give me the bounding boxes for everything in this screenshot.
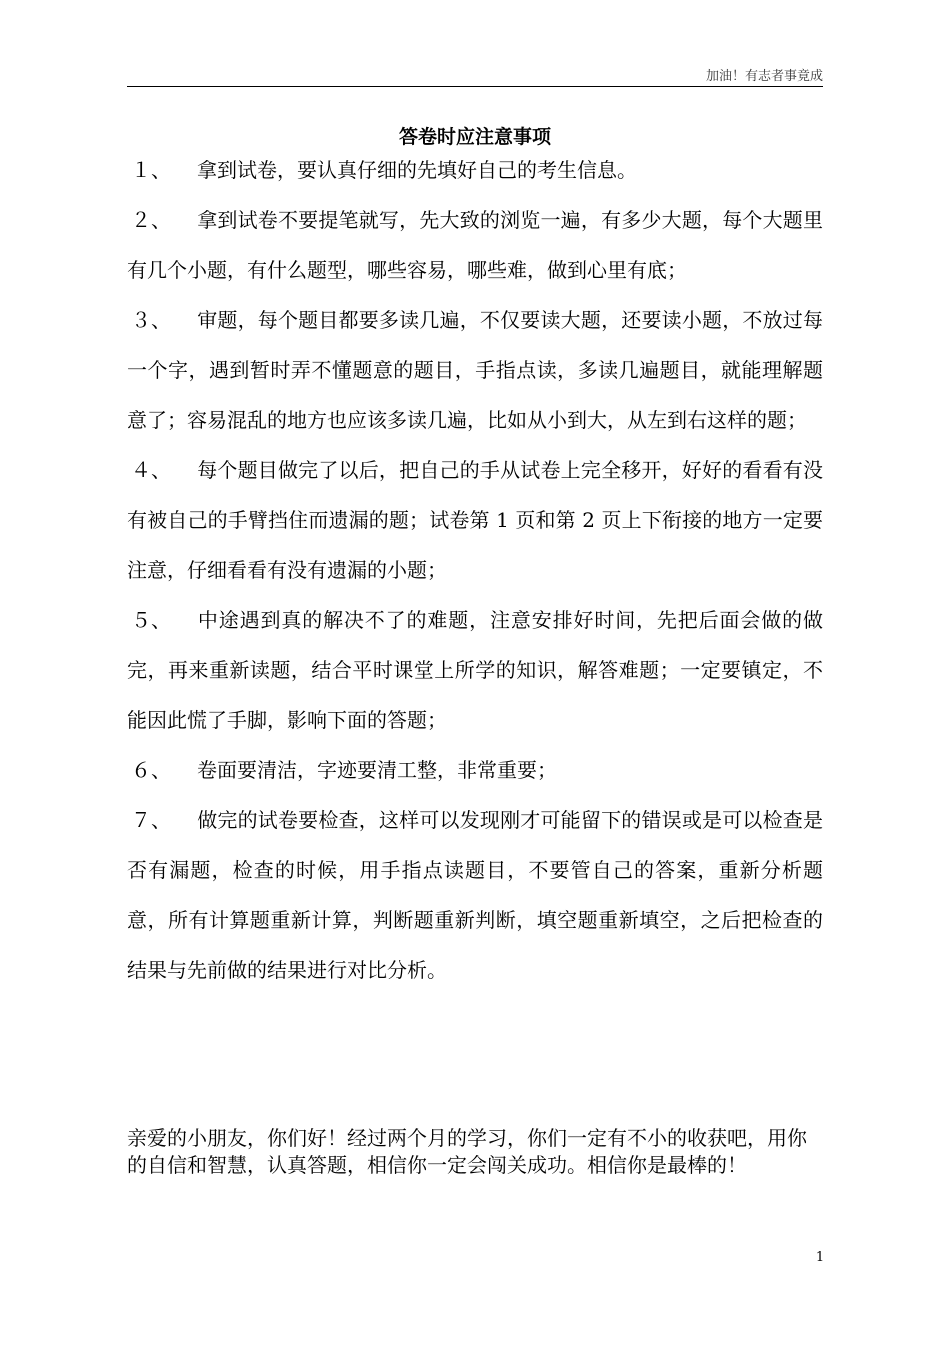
- list-item: [127, 295, 823, 445]
- item-number: ５、: [131, 608, 171, 632]
- item-number: ７、: [131, 808, 171, 832]
- document-title: 答卷时应注意事项: [398, 126, 551, 148]
- item-text: 做完的试卷要检查，这样可以发现刚才可能留下的错误或是可以检查是否有漏题，检查的时候，用手指点读题目，不要管自己的答案，重新分析题意，所有计算题重新计算，判断题重新判断，填空题重新填空，之后把检查的结果与先前做的结果进行对比分析。: [127, 808, 823, 982]
- list-item: [127, 195, 823, 295]
- item-number: ６、: [131, 758, 171, 782]
- item-number: ３、: [131, 308, 171, 332]
- list-item: [127, 745, 823, 795]
- page-number: 1: [815, 1250, 825, 1265]
- item-text: 每个题目做完了以后，把自己的手从试卷上完全移开，好好的看看有没有被自己的手臂挡住而遗漏的题；试卷第 1 页和第 2 页上下衔接的地方一定要注意，仔细看看有没有遗漏的小题；: [127, 458, 823, 582]
- item-text: 卷面要清洁，字迹要清工整，非常重要；: [197, 758, 557, 782]
- list-item: [127, 595, 823, 745]
- item-text: 中途遇到真的解决不了的难题，注意安排好时间，先把后面会做的做完，再来重新读题，结合平时课堂上所学的知识，解答难题；一定要镇定，不能因此慌了手脚，影响下面的答题；: [127, 608, 823, 732]
- item-number: ４、: [131, 458, 171, 482]
- notes-list: [127, 145, 823, 995]
- closing-message: 亲爱的小朋友，你们好！经过两个月的学习，你们一定有不小的收获吧，用你的自信和智慧，认真答题，相信你一定会闯关成功。相信你是最棒的！: [127, 1126, 807, 1177]
- page-header: [127, 62, 823, 87]
- header-motto: 加油！有志者事竟成: [705, 69, 823, 84]
- item-text: 拿到试卷，要认真仔细的先填好自己的考生信息。: [197, 158, 637, 182]
- item-number: １、: [131, 158, 171, 182]
- item-text: 审题，每个题目都要多读几遍，不仅要读大题，还要读小题，不放过每一个字，遇到暂时弄不懂题意的题目，手指点读，多读几遍题目，就能理解题意了；容易混乱的地方也应该多读几遍，比如从小到大，从左到右这样的题；: [127, 308, 823, 432]
- item-text: 拿到试卷不要提笔就写，先大致的浏览一遍，有多少大题，每个大题里有几个小题，有什么题型，哪些容易，哪些难，做到心里有底；: [127, 208, 823, 282]
- list-item: [127, 145, 823, 195]
- list-item: [127, 795, 823, 995]
- list-item: [127, 445, 823, 595]
- item-number: ２、: [131, 208, 171, 232]
